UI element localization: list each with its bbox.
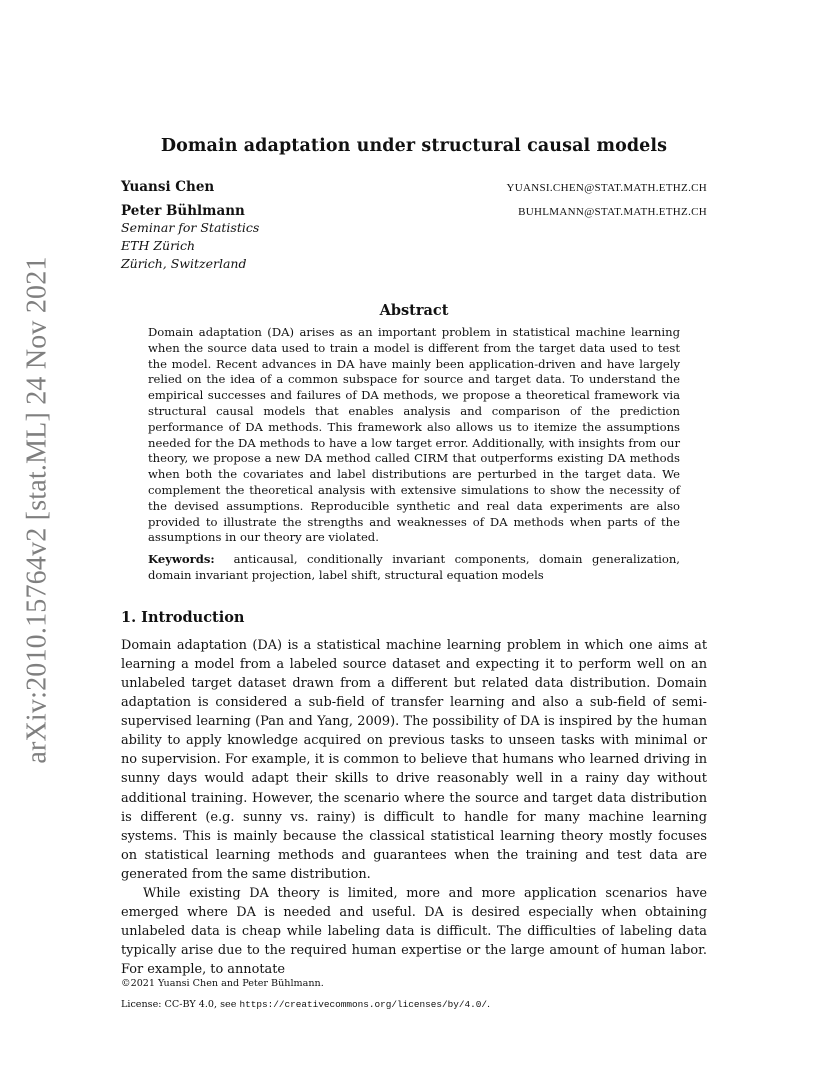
author-email[interactable]: YUANSI.CHEN@STAT.MATH.ETHZ.CH [506,182,707,194]
license-suffix: . [486,999,491,1010]
license-notice [121,999,707,1010]
license-prefix: License: CC-BY 4.0, see [121,999,237,1010]
affiliation [121,219,707,273]
abstract-heading: Abstract [379,302,449,319]
copyright-notice: ©2021 Yuansi Chen and Peter Bühlmann. [121,978,324,989]
keywords-label: Keywords: [148,552,215,567]
author-name: Peter Bühlmann [121,203,245,219]
paper-title: Domain adaptation under structural causal models [160,136,668,156]
affiliation-line: Seminar for Statistics [121,220,260,235]
affiliation-line: ETH Zürich [121,238,196,253]
intro-paragraph-2: While existing DA theory is limited, more and more application scenarios have emerged where DA is needed and useful. DA is desired especially when obtaining unlabeled data is cheap while labeling data is difficult. The difficulties of labeling data typically arise due to the required human expertise or the large amount of human labor. For example, to annotate [121,885,707,978]
author-block-1 [121,179,707,195]
keywords-text: anticausal, conditionally invariant components, domain generalization, domain invariant projection, label shift, structural equation models [148,552,680,582]
author-name: Yuansi Chen [121,179,215,195]
affiliation-line: Zürich, Switzerland [121,256,247,271]
author-email[interactable]: BUHLMANN@STAT.MATH.ETHZ.CH [518,206,707,218]
author-block-2 [121,203,707,273]
intro-paragraph-1: Domain adaptation (DA) is a statistical machine learning problem in which one aims at learning a model from a labeled source dataset and expecting it to perform well on an unlabeled target dataset drawn from a different but related data distribution. Domain adaptation is considered a sub-field of transfer learning and also a sub-field of semi-supervised learning (Pan and Yang, 2009). The possibility of DA is inspired by the human ability to apply knowledge acquired on previous tasks to unseen tasks with minimal or no supervision. For example, it is common to believe that humans who learned driving in sunny days would adapt their skills to drive reasonably well in a rainy day without additional training. However, the scenario where the source and target data distribution is different (e.g. sunny vs. rainy) is difficult to handle for many machine learning systems. This is mainly because the classical statistical learning theory mostly focuses on statistical learning methods and guarantees when the training and test data are generated from the same distribution. [121,637,707,882]
paper-page [121,136,707,979]
section-heading-introduction: 1. Introduction [121,608,245,626]
keywords [148,552,680,584]
arxiv-sidebar-stamp [8,256,68,764]
abstract-text: Domain adaptation (DA) arises as an important problem in statistical machine learning when the source data used to train a model is different from the target data used to test the model. Recent advances in DA have mainly been application-driven and have largely relied on the idea of a common subspace for source and target data. To understand the empirical successes and failures of DA methods, we propose a theoretical framework via structural causal models that enables analysis and comparison of the prediction performance of DA methods. This framework also allows us to itemize the assumptions needed for the DA methods to have a low target error. Additionally, with insights from our theory, we propose a new DA method called CIRM that outperforms existing DA methods when both the covariates and label distributions are perturbed in the target data. We complement the theoretical analysis with extensive simulations to show the necessity of the devised assumptions. Reproducible synthetic and real data experiments are also provided to illustrate the strengths and weaknesses of DA methods when parts of the assumptions in our theory are violated. [148,325,680,545]
footnotes [121,978,707,1020]
arxiv-identifier: arXiv:2010.15764v2 [stat.ML] 24 Nov 2021 [22,256,54,764]
license-link[interactable]: https://creativecommons.org/licenses/by/4.0/ [239,999,487,1010]
